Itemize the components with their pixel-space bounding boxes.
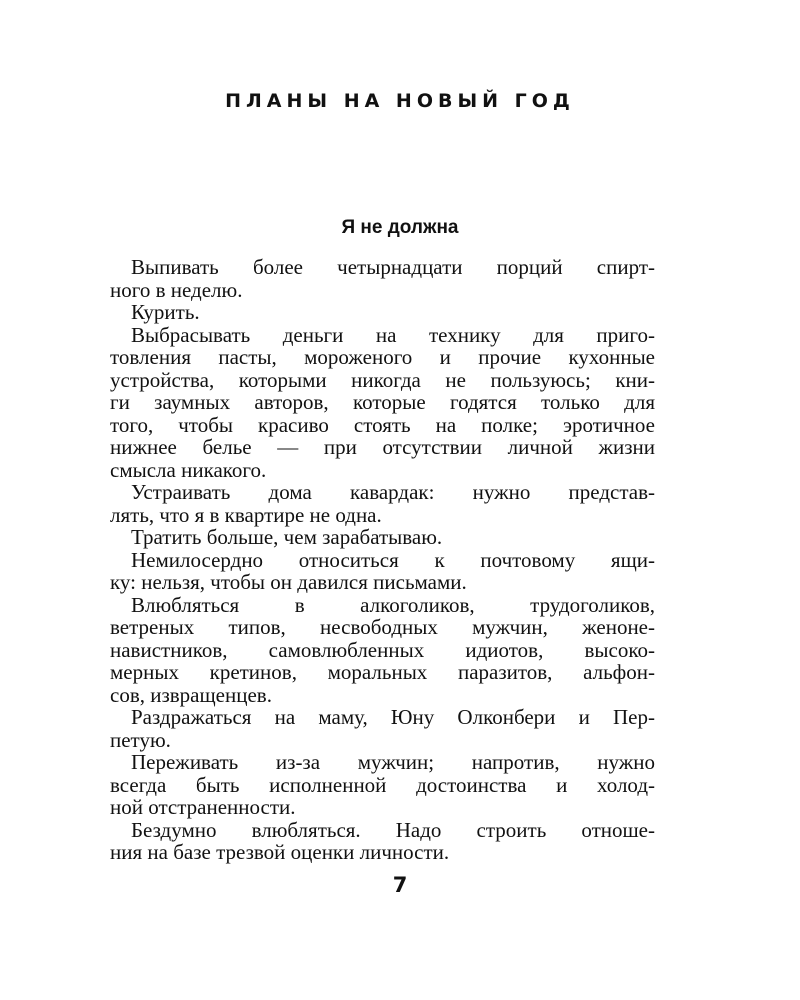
text-line: устройства, которыми никогда не пользуюсь; кни- <box>110 367 655 392</box>
text-line: сов, извращенцев. <box>110 682 272 707</box>
text-line: Переживать из-за мужчин; напротив, нужно <box>131 750 655 774</box>
text-line: Тратить больше, чем зарабатываю. <box>131 525 443 549</box>
page-number: 7 <box>392 873 408 897</box>
text-line: смысла никакого. <box>110 457 267 482</box>
text-line: лять, что я в квартире не одна. <box>110 502 382 527</box>
text-line: Бездумно влюбляться. Надо строить отноше- <box>131 817 655 842</box>
text-line: Выбрасывать деньги на технику для приго- <box>131 322 655 347</box>
text-line: мерных кретинов, моральных паразитов, альфон- <box>110 660 655 684</box>
text-line: Влюбляться в алкоголиков, трудоголиков, <box>131 592 655 617</box>
text-line: того, чтобы красиво стоять на полке; эротичное <box>110 412 655 437</box>
text-line: ного в неделю. <box>110 277 243 302</box>
text-line: ния на базе трезвой оценки личности. <box>110 840 450 864</box>
text-line: Раздражаться на маму, Юну Олконбери и Пер- <box>131 705 655 729</box>
text-line: навистников, самовлюбленных идиотов, высоко- <box>110 637 655 662</box>
text-line: ку: нельзя, чтобы он давился письмами. <box>110 570 467 594</box>
text-line: Курить. <box>131 300 200 324</box>
body-text <box>110 256 655 864</box>
text-line: Выпивать более четырнадцати порций спирт- <box>131 255 655 279</box>
text-line: петую. <box>110 727 171 752</box>
section-heading: Я не должна <box>341 217 459 238</box>
text-line: Устраивать дома кавардак: нужно представ- <box>131 480 655 504</box>
text-line: всегда быть исполненной достоинства и холод- <box>110 772 655 797</box>
text-line: нижнее белье — при отсутствии личной жизни <box>110 435 655 459</box>
text-line: ветреных типов, несвободных мужчин, женоне- <box>110 615 655 639</box>
text-line: Немилосердно относиться к почтовому ящи- <box>131 547 655 572</box>
text-line: ги заумных авторов, которые годятся только для <box>110 390 655 414</box>
chapter-title: ПЛАНЫ НА НОВЫЙ ГОД <box>225 90 575 112</box>
text-line: товления пасты, мороженого и прочие кухонные <box>110 345 655 369</box>
text-line: ной отстраненности. <box>110 795 296 819</box>
